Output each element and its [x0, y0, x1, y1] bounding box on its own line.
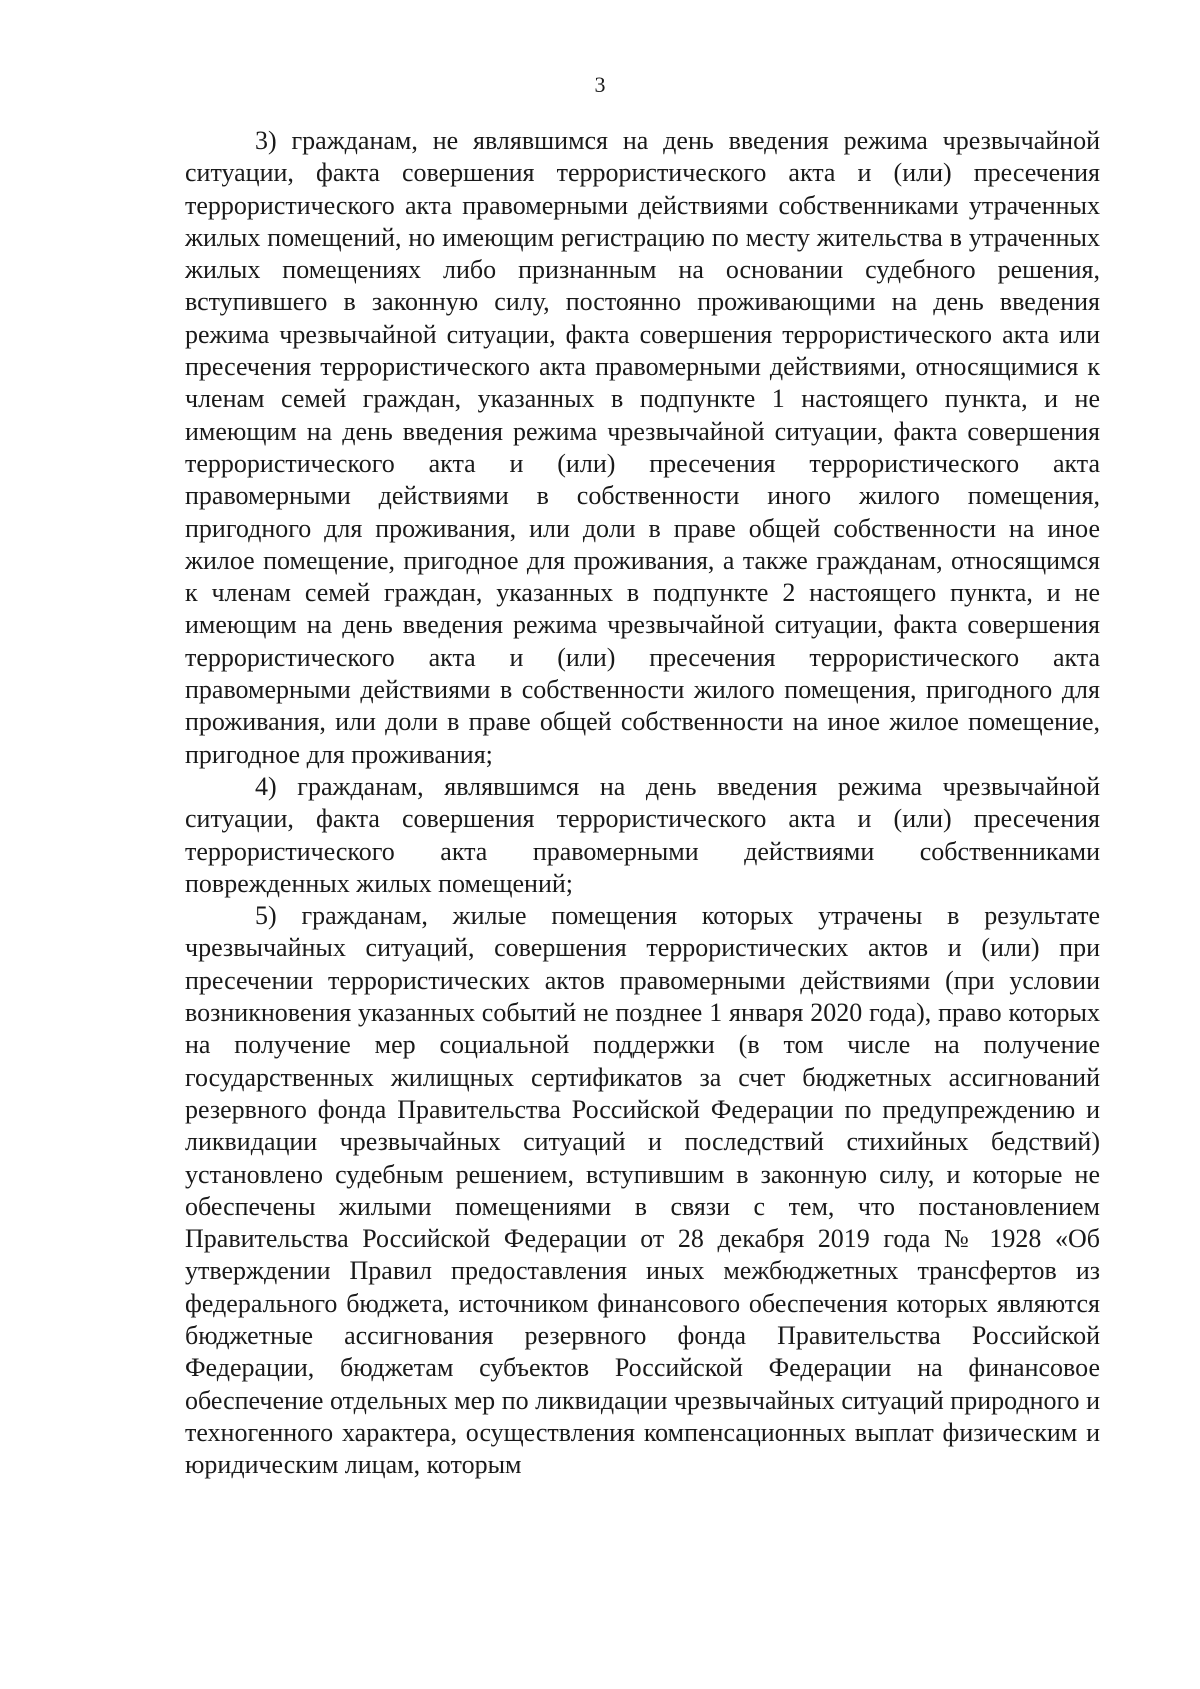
page-number: 3 [594, 72, 606, 97]
paragraph-item-3: 3) гражданам, не являвшимся на день введения режима чрезвычайной ситуации, факта совершения террористического акта и (или) пресечения террористического акта правомерными действиями собственниками утраченных жилых помещений, но имеющим регистрацию по месту жительства в утраченных жилых помещениях либо признанным на основании судебного решения, вступившего в законную силу, постоянно проживающими на день введения режима чрезвычайной ситуации, факта совершения террористического акта или пресечения террористического акта правомерными действиями, относящимися к членам семей граждан, указанных в подпункте 1 настоящего пункта, и не имеющим на день введения режима чрезвычайной ситуации, факта совершения террористического акта и (или) пресечения террористического акта правомерными действиями в собственности иного жилого помещения, пригодного для проживания, или доли в праве общей собственности на иное жилое помещение, пригодное для проживания, а также гражданам, относящимся к членам семей граждан, указанных в подпункте 2 настоящего пункта, и не имеющим на день введения режима чрезвычайной ситуации, факта совершения террористического акта и (или) пресечения террористического акта правомерными действиями в собственности жилого помещения, пригодного для проживания, или доли в праве общей собственности на иное жилое помещение, пригодное для проживания; [185, 126, 1100, 769]
document-body [185, 125, 1100, 1481]
paragraph-item-4: 4) гражданам, являвшимся на день введения режима чрезвычайной ситуации, факта совершения террористического акта и (или) пресечения террористического акта правомерными действиями собственниками поврежденных жилых помещений; [185, 771, 1100, 898]
paragraph-item-5: 5) гражданам, жилые помещения которых утрачены в результате чрезвычайных ситуаций, совершения террористических актов и (или) при пресечении террористических актов правомерными действиями (при условии возникновения указанных событий не позднее 1 января 2020 года), право которых на получение мер социальной поддержки (в том числе на получение государственных жилищных сертификатов за счет бюджетных ассигнований резервного фонда Правительства Российской Федерации по предупреждению и ликвидации чрезвычайных ситуаций и последствий стихийных бедствий) установлено судебным решением, вступившим в законную силу, и которые не обеспечены жилыми помещениями в связи с тем, что постановлением Правительства Российской Федерации от 28 декабря 2019 года № 1928 «Об утверждении Правил предоставления иных межбюджетных трансфертов из федерального бюджета, источником финансового обеспечения которых являются бюджетные ассигнования резервного фонда Правительства Российской Федерации, бюджетам субъектов Российской Федерации на финансовое обеспечение отдельных мер по ликвидации чрезвычайных ситуаций природного и техногенного характера, осуществления компенсационных выплат физическим и юридическим лицам, которым [185, 901, 1100, 1480]
